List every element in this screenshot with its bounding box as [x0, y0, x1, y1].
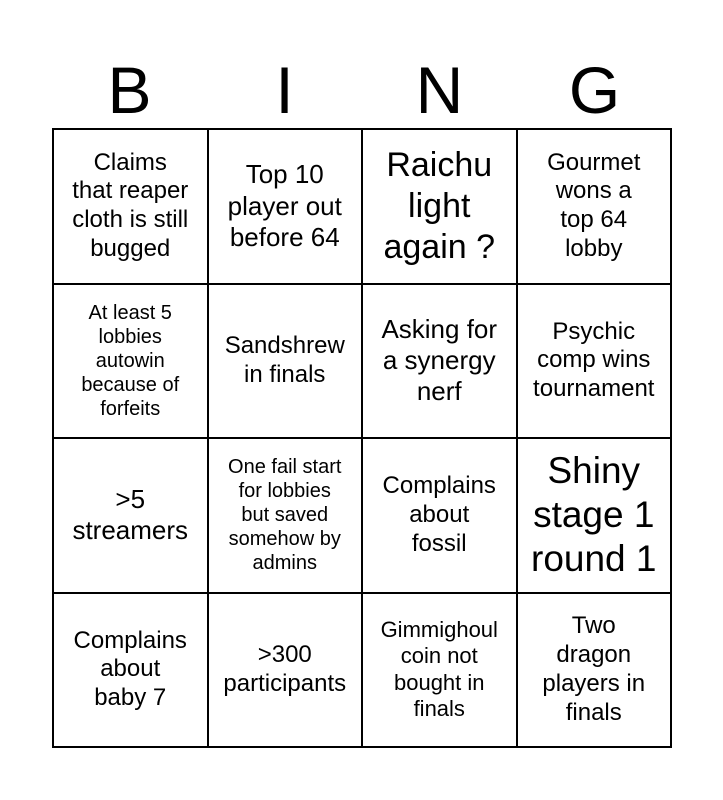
- bingo-cell-text: Gimmighoul coin not bought in finals: [380, 616, 498, 722]
- bingo-cell[interactable]: [209, 130, 364, 285]
- bingo-cell[interactable]: [209, 439, 364, 594]
- bingo-grid: [52, 128, 672, 748]
- bingo-cell[interactable]: [54, 594, 209, 749]
- bingo-cell[interactable]: [363, 594, 518, 749]
- title-letter-g: G: [568, 53, 621, 127]
- bingo-cell[interactable]: [54, 130, 209, 285]
- bingo-cell[interactable]: [518, 439, 673, 594]
- title-letter-b: B: [107, 53, 152, 127]
- title-letter-i: I: [275, 53, 294, 127]
- title-letter-n: N: [415, 53, 464, 127]
- bingo-title: [52, 52, 672, 128]
- bingo-cell-text: >5 streamers: [72, 484, 189, 546]
- bingo-cell-text: Gourmet wons a top 64 lobby: [547, 148, 641, 263]
- bingo-cell[interactable]: [363, 439, 518, 594]
- bingo-cell-text: Two dragon players in finals: [542, 612, 646, 726]
- bingo-cell-text: >300 participants: [223, 640, 347, 697]
- bingo-cell[interactable]: [363, 285, 518, 440]
- bingo-cell[interactable]: [54, 439, 209, 594]
- bingo-cell-text: Asking for a synergy nerf: [381, 313, 498, 407]
- bingo-cell-text: Top 10 player out before 64: [227, 159, 342, 252]
- bingo-cell-text: Psychic comp wins tournament: [533, 317, 655, 403]
- bingo-cell-text: One fail start for lobbies but saved somehow by admins: [228, 456, 342, 575]
- bingo-cell[interactable]: [209, 285, 364, 440]
- bingo-cell[interactable]: [518, 130, 673, 285]
- bingo-cell[interactable]: [363, 130, 518, 285]
- bingo-cell-text: At least 5 lobbies autowin because of forfeits: [81, 301, 180, 420]
- bingo-cell-text: Raichu light again ?: [383, 146, 496, 266]
- bingo-cell-text: Complains about baby 7: [73, 626, 187, 712]
- bingo-cell-text: Shiny stage 1 round 1: [531, 449, 657, 580]
- bingo-cell[interactable]: [209, 594, 364, 749]
- bingo-cell[interactable]: [54, 285, 209, 440]
- bingo-cell-text: Sandshrew in finals: [224, 331, 345, 388]
- bingo-cell[interactable]: [518, 285, 673, 440]
- bingo-cell-text: Complains about fossil: [382, 472, 496, 557]
- bingo-cell[interactable]: [518, 594, 673, 749]
- bingo-cell-text: Claims that reaper cloth is still bugged: [72, 148, 189, 263]
